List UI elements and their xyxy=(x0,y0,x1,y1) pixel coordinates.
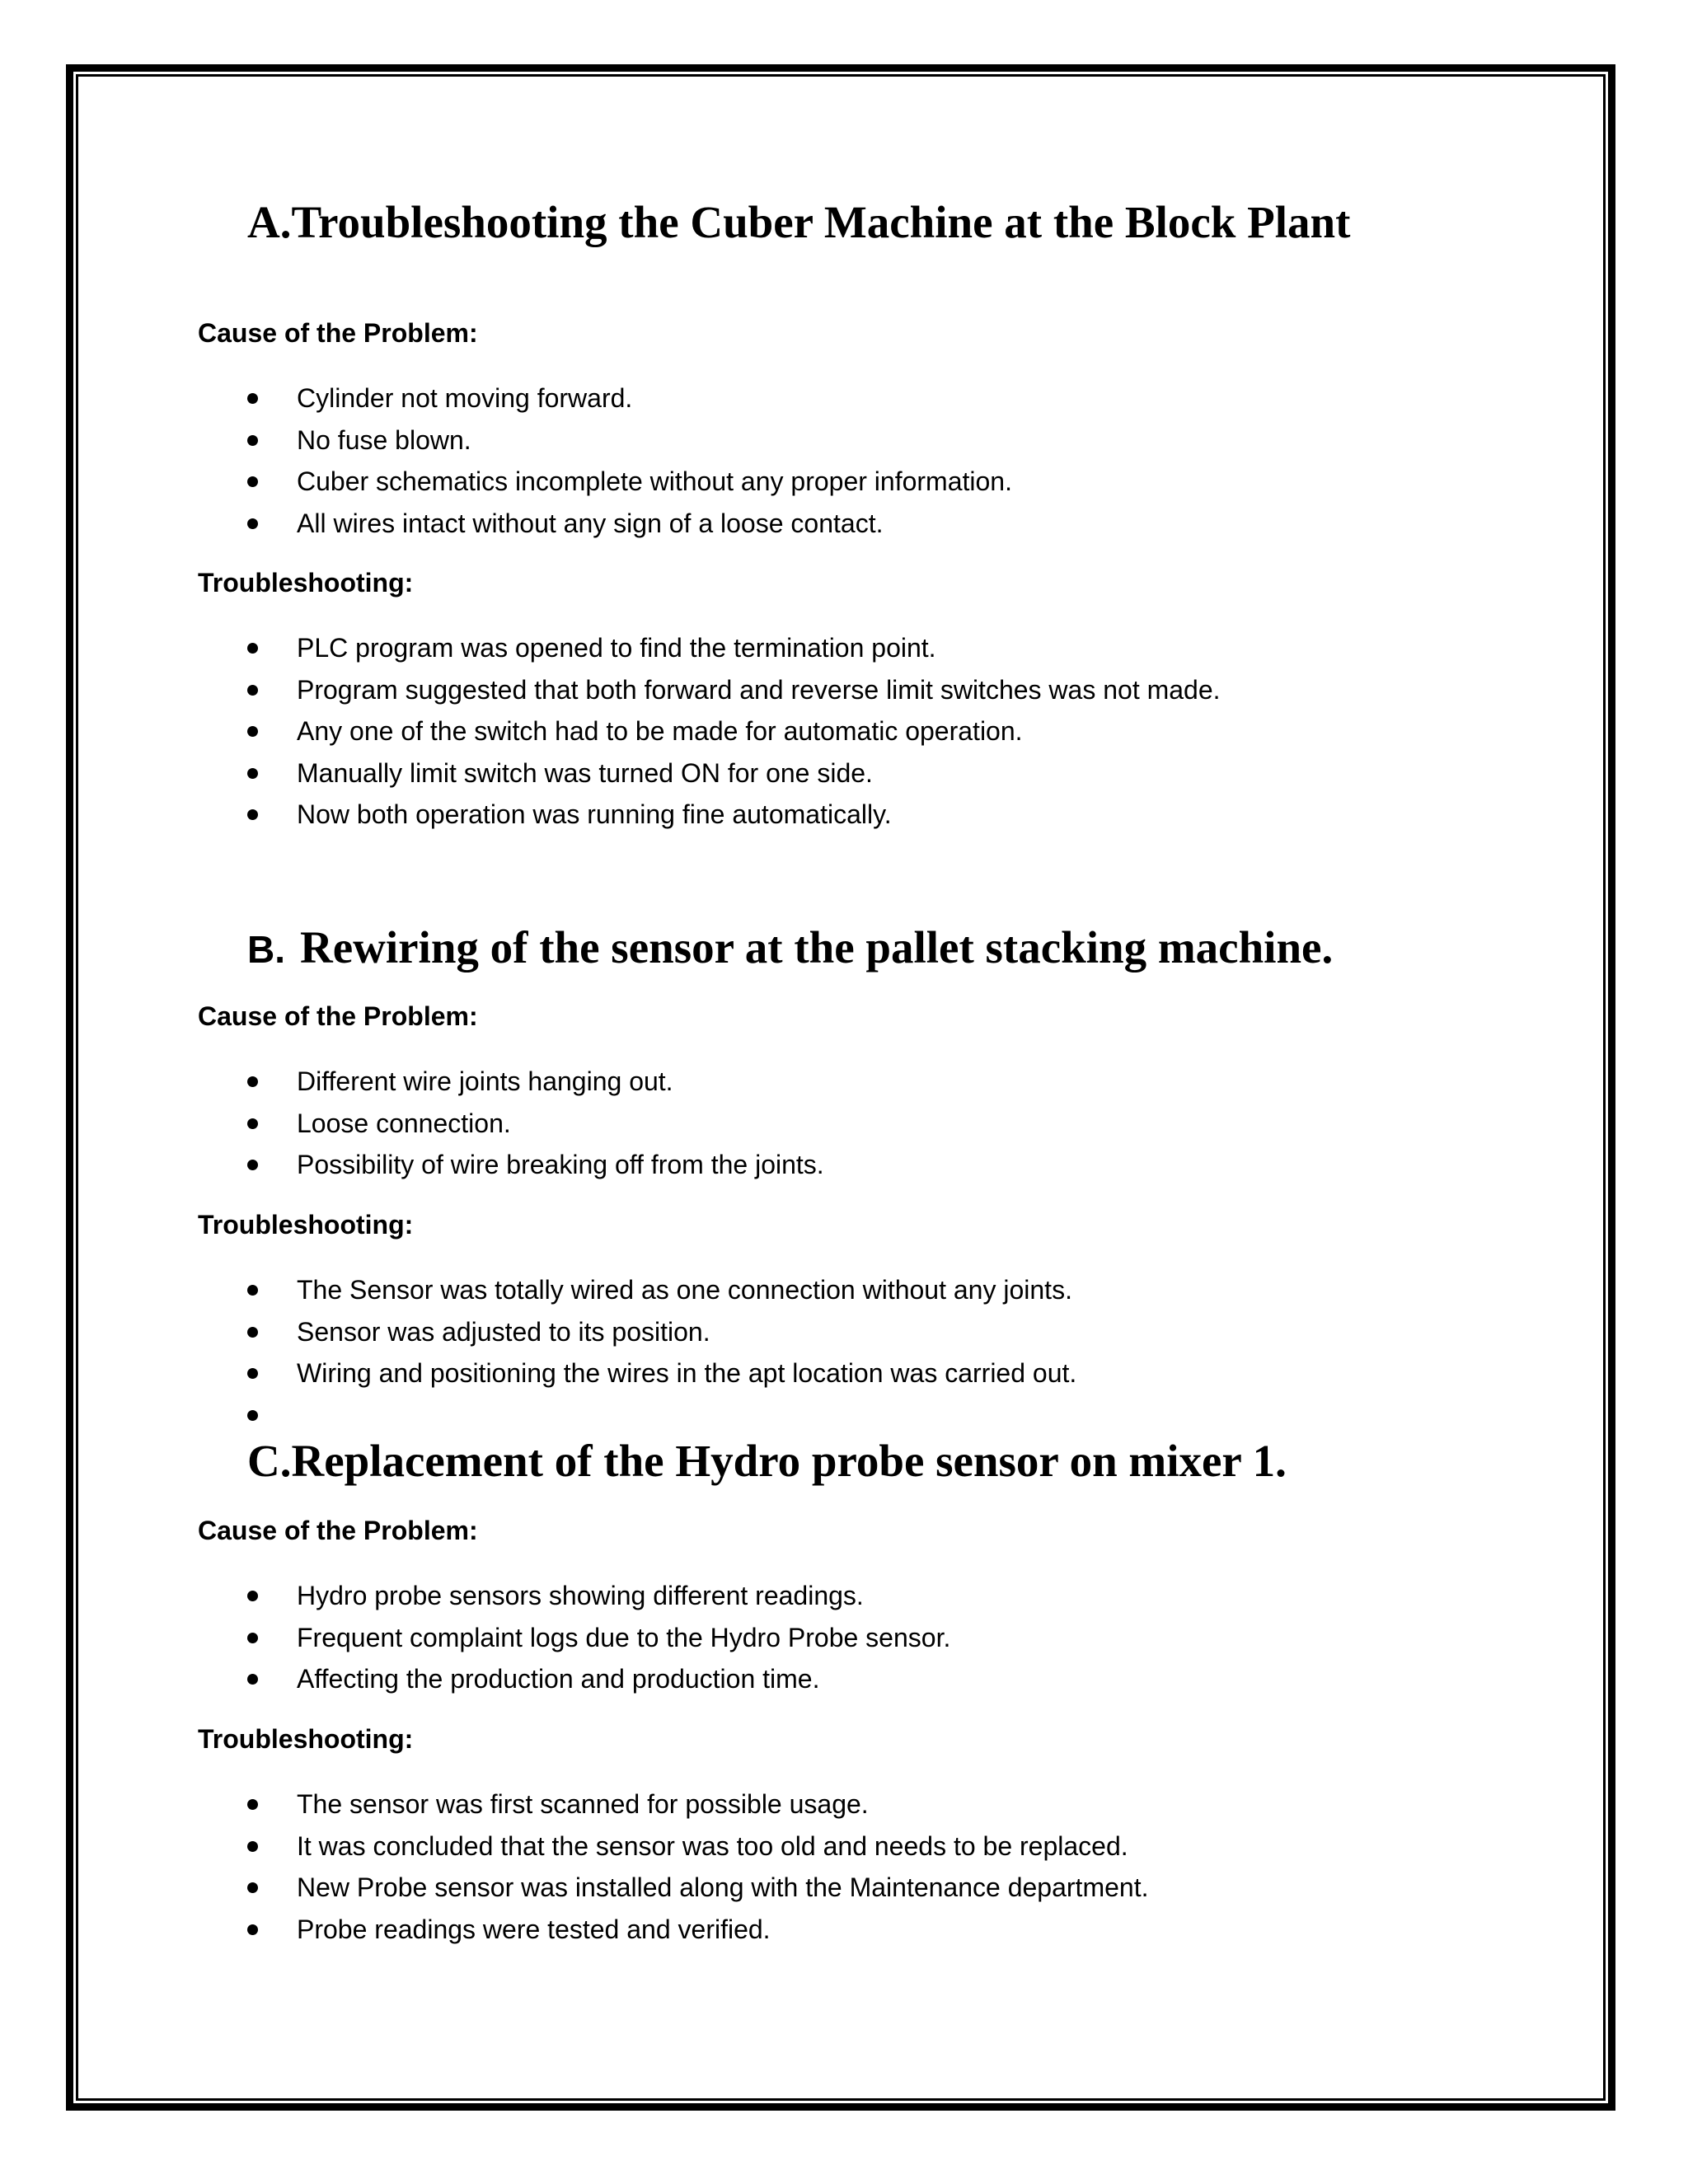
list-item xyxy=(247,1311,1076,1353)
bullet-icon xyxy=(247,1118,258,1129)
section-b-cause-label: Cause of the Problem: xyxy=(198,1001,478,1031)
section-c-cause-list xyxy=(247,1575,950,1700)
list-item xyxy=(247,1867,1148,1909)
section-c-heading xyxy=(247,1435,1287,1488)
section-c-steps-list xyxy=(247,1783,1148,1950)
list-item-text: Wiring and positioning the wires in the apt location was carried out. xyxy=(297,1358,1077,1388)
bullet-icon xyxy=(247,1591,258,1601)
section-a-troubleshooting-label: Troubleshooting: xyxy=(198,568,414,598)
section-c-title: Replacement of the Hydro probe sensor on mixer 1. xyxy=(291,1436,1287,1486)
list-item xyxy=(247,1103,824,1145)
list-item xyxy=(247,669,1221,711)
bullet-icon xyxy=(247,393,258,404)
list-item-text: Any one of the switch had to be made for automatic operation. xyxy=(297,716,1023,746)
list-item xyxy=(247,1269,1076,1311)
bullet-icon xyxy=(247,1633,258,1643)
list-item-text: All wires intact without any sign of a loose contact. xyxy=(297,508,884,538)
list-item-text: Program suggested that both forward and reverse limit switches was not made. xyxy=(297,674,1221,705)
list-item-text: Different wire joints hanging out. xyxy=(297,1066,673,1096)
section-b-cause-list xyxy=(247,1061,824,1186)
list-item xyxy=(247,794,1221,836)
list-item-text: New Probe sensor was installed along with the Maintenance department. xyxy=(297,1872,1149,1902)
section-b-troubleshooting-label: Troubleshooting: xyxy=(198,1210,414,1240)
section-c-letter: C. xyxy=(247,1436,292,1486)
section-a-cause-list xyxy=(247,377,1012,544)
list-item-text: Loose connection. xyxy=(297,1108,511,1138)
section-a-title: Troubleshooting the Cuber Machine at the Block Plant xyxy=(291,197,1351,247)
bullet-icon xyxy=(247,1410,258,1421)
section-a-heading xyxy=(247,196,1350,249)
bullet-icon xyxy=(247,518,258,529)
bullet-icon xyxy=(247,685,258,696)
list-item xyxy=(247,503,1012,545)
list-item-text: PLC program was opened to find the termination point. xyxy=(297,633,936,663)
list-item xyxy=(247,710,1221,752)
list-item xyxy=(247,752,1221,794)
bullet-icon xyxy=(247,1799,258,1810)
list-item xyxy=(247,1617,950,1659)
section-a-cause-label: Cause of the Problem: xyxy=(198,318,478,348)
list-item-text: The Sensor was totally wired as one connection without any joints. xyxy=(297,1275,1072,1305)
list-item-text: Probe readings were tested and verified. xyxy=(297,1914,771,1944)
bullet-icon xyxy=(247,809,258,820)
list-item xyxy=(247,1144,824,1186)
list-item-text: Possibility of wire breaking off from the joints. xyxy=(297,1150,824,1179)
list-item xyxy=(247,377,1012,419)
list-item-text: No fuse blown. xyxy=(297,424,471,455)
list-item xyxy=(247,1909,1148,1951)
section-b-heading xyxy=(247,921,1333,976)
list-item-text: Hydro probe sensors showing different readings. xyxy=(297,1581,864,1610)
bullet-icon xyxy=(247,643,258,654)
list-item-text: The sensor was first scanned for possible usage. xyxy=(297,1789,869,1819)
list-item-text: Affecting the production and production time. xyxy=(297,1664,820,1694)
bullet-icon xyxy=(247,1841,258,1852)
list-item xyxy=(247,1783,1148,1825)
bullet-icon xyxy=(247,1368,258,1379)
list-item xyxy=(247,1061,824,1103)
bullet-icon xyxy=(247,1285,258,1296)
bullet-icon xyxy=(247,1674,258,1685)
section-c-troubleshooting-label: Troubleshooting: xyxy=(198,1724,414,1754)
bullet-icon xyxy=(247,768,258,779)
section-b-title: Rewiring of the sensor at the pallet stacking machine. xyxy=(300,922,1334,972)
bullet-icon xyxy=(247,1924,258,1935)
bullet-icon xyxy=(247,1160,258,1170)
list-item xyxy=(247,1352,1076,1394)
list-item-text: Sensor was adjusted to its position. xyxy=(297,1316,710,1347)
section-b-steps-list xyxy=(247,1269,1076,1394)
bullet-icon xyxy=(247,435,258,446)
section-c-cause-label: Cause of the Problem: xyxy=(198,1516,478,1545)
bullet-icon xyxy=(247,476,258,487)
section-a-letter: A. xyxy=(247,197,292,247)
bullet-icon xyxy=(247,1882,258,1893)
list-item-text: Cuber schematics incomplete without any proper information. xyxy=(297,466,1012,496)
list-item xyxy=(247,419,1012,462)
list-item xyxy=(247,1658,950,1700)
list-item-text: Cylinder not moving forward. xyxy=(297,383,633,413)
section-a-steps-list xyxy=(247,627,1221,836)
list-item-text: Now both operation was running fine automatically. xyxy=(297,799,892,829)
list-item-text: It was concluded that the sensor was too old and needs to be replaced. xyxy=(297,1830,1128,1861)
list-item xyxy=(247,461,1012,503)
list-item xyxy=(247,1575,950,1617)
bullet-icon xyxy=(247,1327,258,1338)
bullet-icon xyxy=(247,1076,258,1087)
section-b-letter: B. xyxy=(247,928,285,971)
list-item-text: Manually limit switch was turned ON for one side. xyxy=(297,757,873,788)
list-item xyxy=(247,627,1221,669)
list-item-text: Frequent complaint logs due to the Hydro Probe sensor. xyxy=(297,1622,951,1652)
list-item xyxy=(247,1825,1148,1868)
bullet-icon xyxy=(247,726,258,737)
